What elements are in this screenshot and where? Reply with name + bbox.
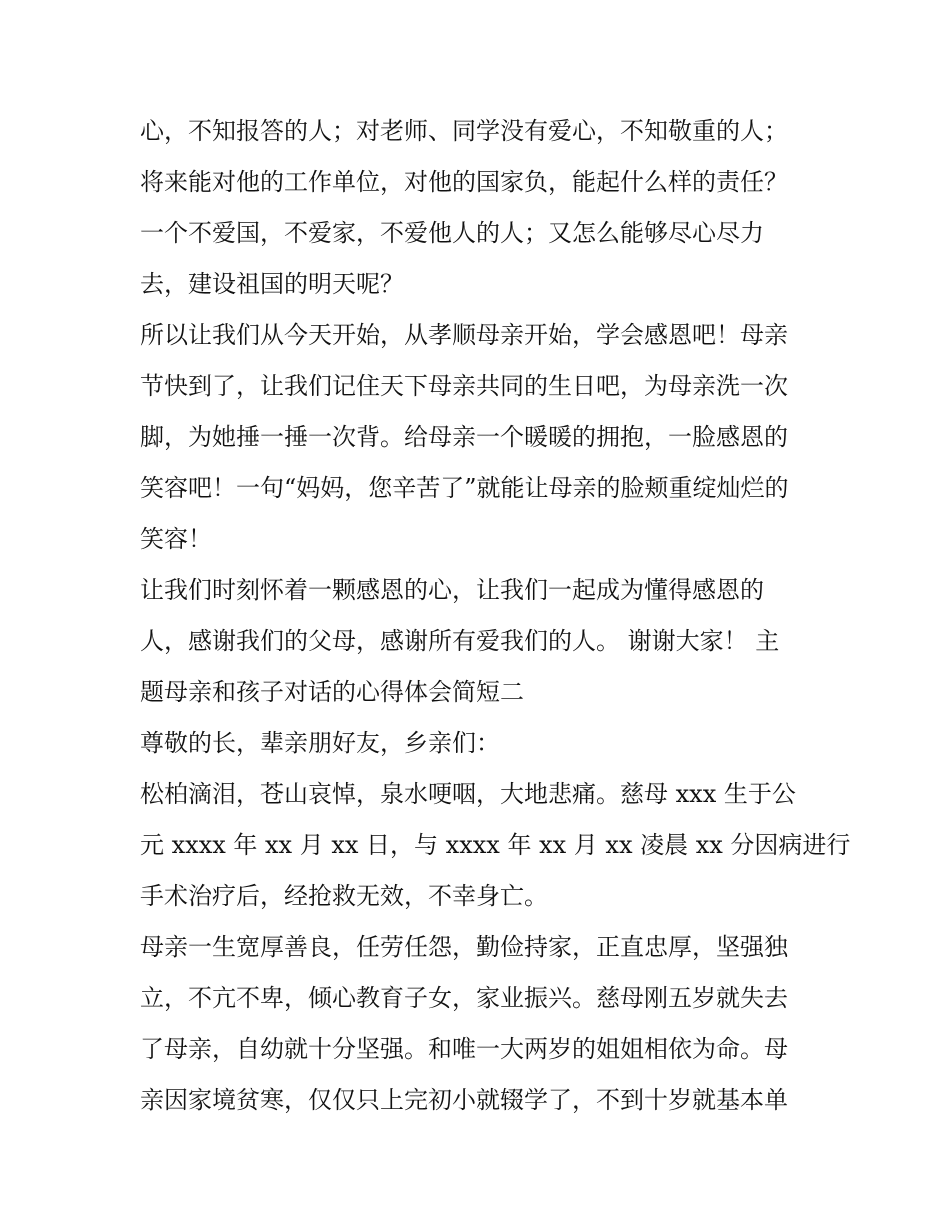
text-line: 让我们时刻怀着一颗感恩的心，让我们一起成为懂得感恩的 <box>140 576 764 604</box>
text-line: 母亲一生宽厚善良，任劳任怨，勤俭持家，正直忠厚，坚强独 <box>140 933 788 961</box>
text-line: 题母亲和孩子对话的心得体会简短二 <box>140 678 524 706</box>
text-line: 亲因家境贫寒，仅仅只上完初小就辍学了，不到十岁就基本单 <box>140 1086 788 1114</box>
text-line: 去，建设祖国的明天呢？ <box>140 270 404 298</box>
text-line: 尊敬的长，辈亲朋好友，乡亲们： <box>140 729 500 757</box>
text-line: 立，不亢不卑，倾心教育子女，家业振兴。慈母刚五岁就失去 <box>140 984 788 1012</box>
document-body <box>140 106 851 1126</box>
text-line: 将来能对他的工作单位，对他的国家负，能起什么样的责任？ <box>140 168 788 196</box>
text-line: 所以让我们从今天开始，从孝顺母亲开始，学会感恩吧！母亲 <box>140 321 788 349</box>
text-line: 心，不知报答的人；对老师、同学没有爱心，不知敬重的人； <box>140 117 788 145</box>
text-line: 松柏滴泪，苍山哀悼，泉水哽咽，大地悲痛。慈母 xxx 生于公 <box>140 780 796 808</box>
text-line: 脚，为她捶一捶一次背。给母亲一个暖暖的拥抱，一脸感恩的 <box>140 423 788 451</box>
text-line: 了母亲，自幼就十分坚强。和唯一大两岁的姐姐相依为命。母 <box>140 1035 788 1063</box>
text-line: 节快到了，让我们记住天下母亲共同的生日吧，为母亲洗一次 <box>140 372 788 400</box>
text-line: 笑容！ <box>140 525 212 553</box>
text-line: 人，感谢我们的父母，感谢所有爱我们的人。 谢谢大家！ 主 <box>140 627 780 655</box>
text-line: 元 xxxx 年 xx 月 xx 日，与 xxxx 年 xx 月 xx 凌晨 xx 分因病进行 <box>140 831 851 859</box>
text-line: 一个不爱国，不爱家，不爱他人的人；又怎么能够尽心尽力 <box>140 219 764 247</box>
text-line: 笑容吧！一句“妈妈，您辛苦了”就能让母亲的脸颊重绽灿烂的 <box>140 474 789 502</box>
text-line: 手术治疗后，经抢救无效，不幸身亡。 <box>140 882 548 910</box>
